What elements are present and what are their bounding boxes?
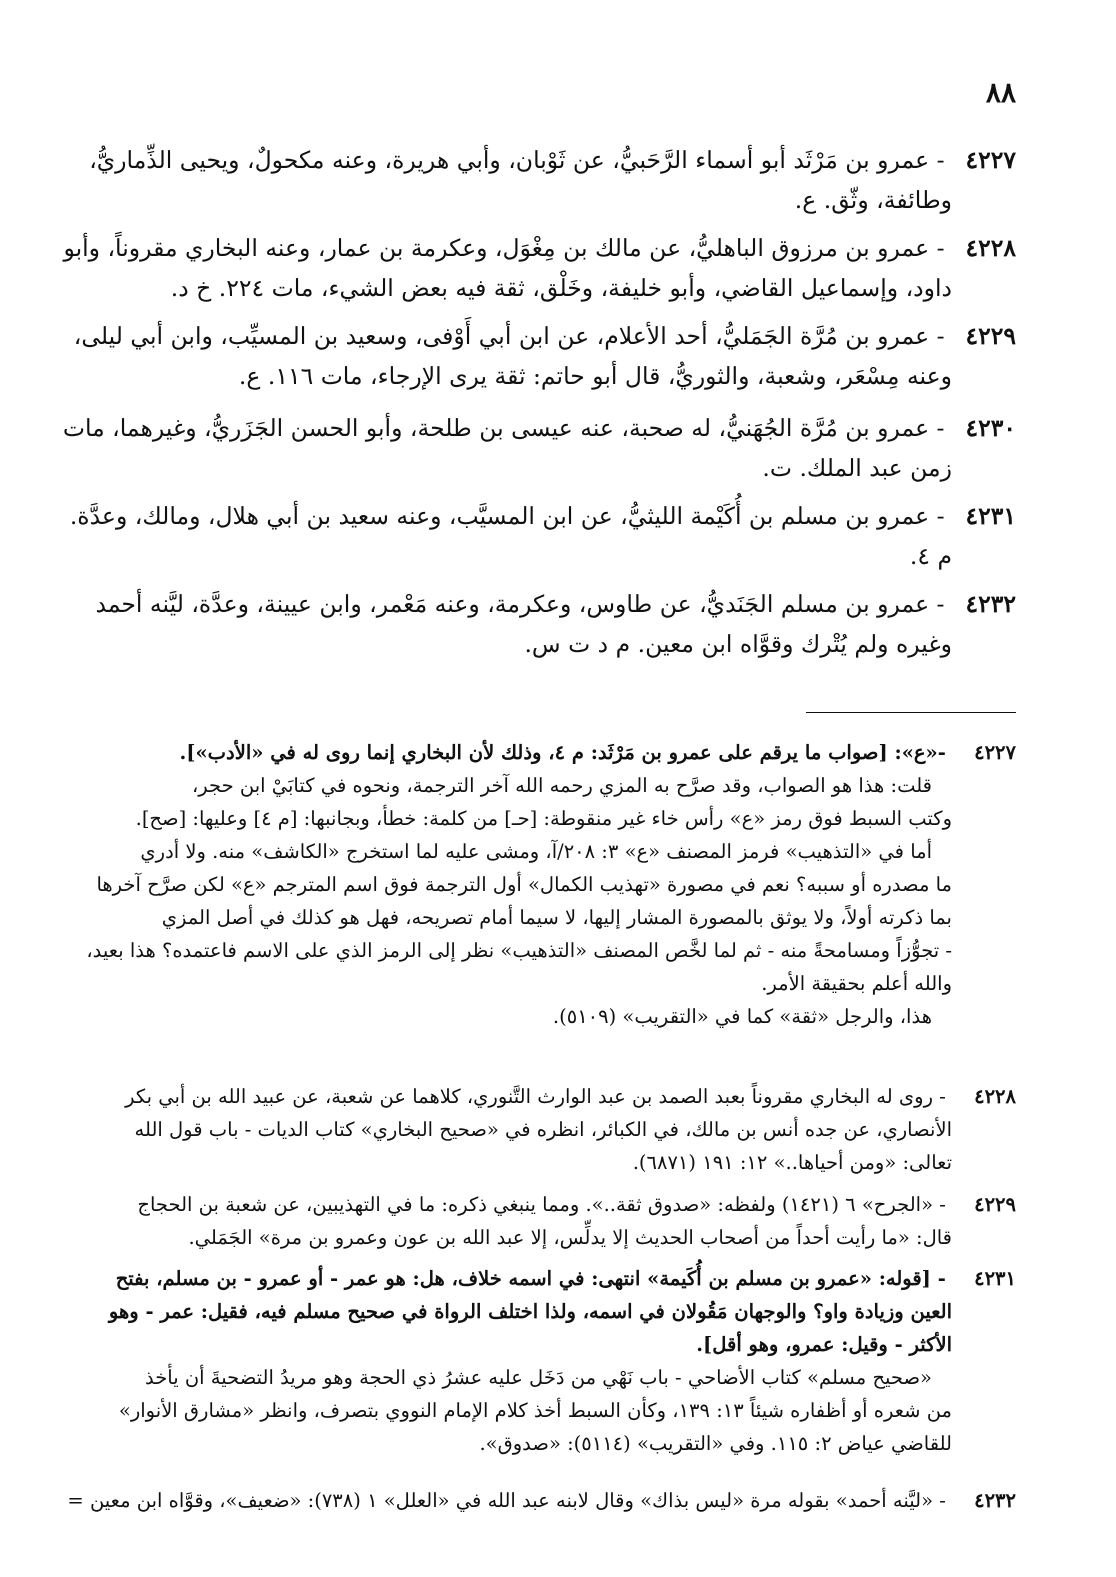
entry-text-cont: داود، وإسماعيل القاضي، وأبو خليفة، وخَلْق، ثقة فيه بعض الشيء، مات ٢٢٤. خ د.	[170, 274, 952, 302]
note-4232	[48, 1484, 1016, 1517]
note-number: ٤٢٢٨	[974, 1085, 1016, 1108]
entry-text-cont: وطائفة، وثّق. ع.	[794, 186, 952, 214]
entry-number: ٤٢٢٩	[965, 322, 1016, 350]
note-text: وكتب السبط فوق رمز «ع» رأس خاء غير منقوطة: [حـ] من كلمة: خطأ، وبجانبها: [م ٤] وعليها: [صح].	[135, 807, 952, 830]
note-text: قلت: هذا هو الصواب، وقد صرَّح به المزي رحمه الله آخر الترجمة، ونحوه في كتابَيْ ابن حجر،	[191, 774, 932, 797]
note-text: «صحيح مسلم» كتاب الأضاحي - باب نَهْي من دَخَل عليه عشرُ ذي الحجة وهو مريدُ التضحيةَ أن يأخذ	[145, 1366, 932, 1389]
entry-text: - عمرو بن مسلم الجَنَديُّ، عن طاوس، وعكرمة، وعنه مَعْمر، وابن عيينة، وعدَّة، ليَّنه أحمد	[95, 590, 945, 618]
entry-text: - عمرو بن مرزوق الباهليُّ، عن مالك بن مِغْوَل، وعكرمة بن عمار، وعنه البخاري مقروناً، وأبو	[63, 234, 945, 262]
footnote-divider	[806, 712, 1016, 713]
entry-text: - عمرو بن مُرَّة الجَمَليُّ، أحد الأعلام، عن ابن أبي أَوْفى، وسعيد بن المسيِّب، وابن أبي ليلى،	[73, 322, 945, 350]
entry-text-cont: زمن عبد الملك. ت.	[762, 454, 952, 482]
note-text: هذا، والرجل «ثقة» كما في «التقريب» (٥١٠٩).	[552, 1005, 932, 1028]
entry-number: ٤٢٣٢	[965, 590, 1016, 618]
entry-number: ٤٢٣١	[965, 502, 1016, 530]
note-text: من شعره أو أظفاره شيئاً ١٣: ١٣٩، وكأن السبط أخذ كلام الإمام النووي بتصرف، وانظر «مشارق الأنوار»	[118, 1399, 952, 1422]
note-text: والله أعلم بحقيقة الأمر.	[761, 972, 952, 995]
note-number: ٤٢٢٩	[974, 1193, 1016, 1216]
note-number: ٤٢٣٢	[974, 1489, 1016, 1512]
entry-4228	[48, 228, 1016, 308]
entry-4232	[48, 584, 1016, 664]
entry-4230	[48, 408, 1016, 488]
note-text: - «ليَّنه أحمد» بقوله مرة «ليس بذاك» وقال لابنه عبد الله في «العلل» ١ (٧٣٨): «ضعيف»، وقوَّاه ابن معين =	[67, 1489, 946, 1512]
entry-text: - عمرو بن مسلم بن أُكَيْمة الليثيُّ، عن ابن المسيَّب، وعنه سعيد بن أبي هلال، ومالك، وعدَّة.	[69, 502, 945, 530]
note-number: ٤٢٣١	[974, 1267, 1016, 1290]
entry-text-cont: م ٤.	[909, 542, 952, 570]
note-text: العين وزيادة واو؟ والوجهان مَقُولان في اسمه، ولذا اختلف الرواة في صحيح مسلم فيه، فقيل: عمر - وهو	[108, 1300, 952, 1323]
note-text: -«ع»: [صواب ما يرقم على عمرو بن مَرْثَد: م ٤، وذلك لأن البخاري إنما روى له في «الأدب»].	[179, 741, 946, 764]
note-4229	[48, 1188, 1016, 1254]
note-text: الأنصاري، عن جده أنس بن مالك، في الكبائر، انظره في «صحيح البخاري» كتاب الديات - باب قول الله	[134, 1118, 952, 1141]
entry-text: - عمرو بن مُرَّة الجُهَنيُّ، له صحبة، عنه عيسى بن طلحة، وأبو الحسن الجَزَريُّ، وغيرهما، مات	[62, 414, 945, 442]
note-number: ٤٢٢٧	[974, 741, 1016, 764]
note-text: - «الجرح» ٦ (١٤٢١) ولفظه: «صدوق ثقة..». ومما ينبغي ذكره: ما في التهذيبين، عن شعبة بن الحجاج	[137, 1193, 946, 1216]
note-text: بما ذكرته أولاً، ولا يوثق بالمصورة المشار إليها، لا سيما أمام تصريحه، فهل هو كذلك في أصل المزي	[161, 906, 952, 929]
note-text: أما في «التذهيب» فرمز المصنف «ع» ٣: ٢٠٨/آ، ومشى عليه لما استخرج «الكاشف» منه. ولا أدري	[140, 840, 932, 863]
note-text: للقاضي عياض ٢: ١١٥. وفي «التقريب» (٥١١٤): «صدوق».	[479, 1432, 952, 1455]
note-text: قال: «ما رأيت أحداً من أصحاب الحديث إلا يدلِّس، إلا عبد الله بن عون وعمرو بن مرة» الجَمَلي.	[188, 1226, 952, 1249]
note-4231	[48, 1262, 1016, 1460]
entry-number: ٤٢٣٠	[965, 414, 1016, 442]
entry-4227	[48, 140, 1016, 220]
note-text: - تجوُّزاً ومسامحةً منه - ثم لما لخَّص المصنف «التذهيب» نظر إلى الرمز الذي على الاسم فاعتمده؟ هذا بعيد،	[86, 939, 952, 962]
note-text: ما مصدره أو سببه؟ نعم في مصورة «تهذيب الكمال» أول الترجمة فوق اسم المترجم «ع» لكن صرَّح آخرها	[96, 873, 952, 896]
note-text: - روى له البخاري مقروناً بعبد الصمد بن عبد الوارث التَّنوري، كلاهما عن شعبة، عن عبيد الله بن أبي بكر	[125, 1085, 946, 1108]
page-number: ٨٨	[985, 76, 1016, 109]
entry-text: - عمرو بن مَرْثَد أبو أسماء الرَّحَبيُّ، عن ثَوْبان، وأبي هريرة، وعنه مكحولٌ، ويحيى الذِّماريُّ،	[89, 146, 945, 174]
entry-4229	[48, 316, 1016, 396]
entry-text-cont: وعنه مِسْعَر، وشعبة، والثوريُّ، قال أبو حاتم: ثقة يرى الإرجاء، مات ١١٦. ع.	[238, 362, 952, 390]
note-text: الأكثر - وقيل: عمرو، وهو أقل].	[696, 1333, 952, 1356]
entry-number: ٤٢٢٨	[965, 234, 1016, 262]
entry-number: ٤٢٢٧	[965, 146, 1016, 174]
entry-4231	[48, 496, 1016, 576]
note-text: - [قوله: «عمرو بن مسلم بن أُكَيمة» انتهى: في اسمه خلاف، هل: هو عمر - أو عمرو - بن مسلم، بفتح	[115, 1267, 946, 1290]
note-4228	[48, 1080, 1016, 1179]
note-4227	[48, 736, 1016, 1033]
note-text: تعالى: «ومن أحياها..» ١٢: ١٩١ (٦٨٧١).	[632, 1151, 952, 1174]
entry-text-cont: وغيره ولم يُتْرك وقوَّاه ابن معين. م د ت س.	[524, 630, 952, 658]
